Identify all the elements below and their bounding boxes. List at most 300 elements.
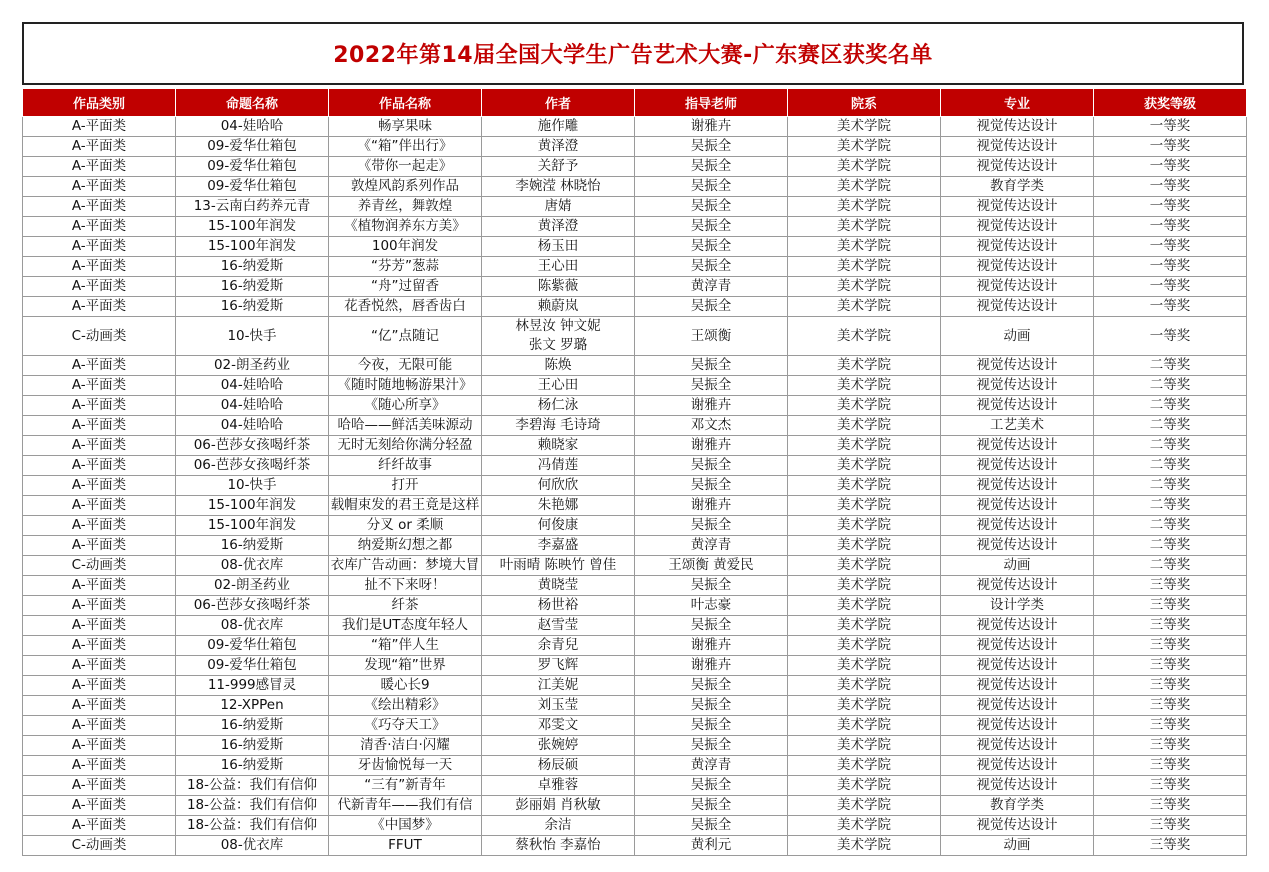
award-level-cell: 三等奖	[1094, 636, 1247, 656]
table-row	[23, 696, 1247, 716]
category-cell: A-平面类	[23, 197, 176, 217]
table-row	[23, 756, 1247, 776]
major-cell: 视觉传达设计	[941, 237, 1094, 257]
advisor-cell: 邓文杰	[635, 416, 788, 436]
work-title-cell: 100年润发	[329, 237, 482, 257]
table-row	[23, 137, 1247, 157]
author-cell: 何欣欣	[482, 476, 635, 496]
advisor-cell: 吴振全	[635, 197, 788, 217]
work-title-cell: 《随心所享》	[329, 396, 482, 416]
topic-cell: 10-快手	[176, 317, 329, 356]
table-row	[23, 596, 1247, 616]
award-level-cell: 二等奖	[1094, 416, 1247, 436]
table-row	[23, 416, 1247, 436]
advisor-cell: 吴振全	[635, 297, 788, 317]
department-cell: 美术学院	[788, 536, 941, 556]
category-cell: A-平面类	[23, 816, 176, 836]
category-cell: A-平面类	[23, 616, 176, 636]
topic-cell: 06-芭莎女孩喝纤茶	[176, 436, 329, 456]
department-cell: 美术学院	[788, 576, 941, 596]
department-cell: 美术学院	[788, 596, 941, 616]
category-cell: A-平面类	[23, 117, 176, 137]
major-cell: 视觉传达设计	[941, 696, 1094, 716]
advisor-cell: 吴振全	[635, 456, 788, 476]
work-title-cell: 无时无刻给你满分轻盈	[329, 436, 482, 456]
advisor-cell: 吴振全	[635, 356, 788, 376]
department-cell: 美术学院	[788, 756, 941, 776]
major-cell: 视觉传达设计	[941, 456, 1094, 476]
author-cell: 李嘉盛	[482, 536, 635, 556]
major-cell: 视觉传达设计	[941, 436, 1094, 456]
topic-cell: 02-朗圣药业	[176, 356, 329, 376]
author-cell: 黄泽澄	[482, 217, 635, 237]
table-row	[23, 237, 1247, 257]
topic-cell: 18-公益：我们有信仰	[176, 776, 329, 796]
topic-cell: 15-100年润发	[176, 217, 329, 237]
category-cell: A-平面类	[23, 776, 176, 796]
topic-cell: 02-朗圣药业	[176, 576, 329, 596]
table-row	[23, 736, 1247, 756]
advisor-cell: 吴振全	[635, 257, 788, 277]
category-cell: A-平面类	[23, 416, 176, 436]
award-level-cell: 三等奖	[1094, 696, 1247, 716]
work-title-cell: 《绘出精彩》	[329, 696, 482, 716]
author-cell: 李婉滢 林晓怡	[482, 177, 635, 197]
major-cell: 动画	[941, 317, 1094, 356]
advisor-cell: 吴振全	[635, 237, 788, 257]
category-cell: A-平面类	[23, 496, 176, 516]
major-cell: 设计学类	[941, 596, 1094, 616]
work-title-cell: 《“箱”伴出行》	[329, 137, 482, 157]
topic-cell: 15-100年润发	[176, 237, 329, 257]
department-cell: 美术学院	[788, 157, 941, 177]
column-header-advisor: 指导老师	[635, 89, 788, 117]
major-cell: 视觉传达设计	[941, 217, 1094, 237]
advisor-cell: 吴振全	[635, 616, 788, 636]
topic-cell: 08-优衣库	[176, 616, 329, 636]
department-cell: 美术学院	[788, 656, 941, 676]
award-level-cell: 一等奖	[1094, 117, 1247, 137]
author-cell: 杨仁泳	[482, 396, 635, 416]
major-cell: 视觉传达设计	[941, 616, 1094, 636]
cell-line: 林昱汝 钟文妮	[515, 318, 601, 334]
topic-cell: 04-娃哈哈	[176, 416, 329, 436]
advisor-cell: 吴振全	[635, 716, 788, 736]
work-title-cell: 打开	[329, 476, 482, 496]
major-cell: 动画	[941, 836, 1094, 856]
advisor-cell: 吴振全	[635, 676, 788, 696]
author-cell: 罗飞辉	[482, 656, 635, 676]
major-cell: 视觉传达设计	[941, 676, 1094, 696]
author-cell: 卓雅蓉	[482, 776, 635, 796]
author-cell: 杨辰硕	[482, 756, 635, 776]
category-cell: A-平面类	[23, 516, 176, 536]
category-cell: A-平面类	[23, 237, 176, 257]
work-title-cell: “芬芳”葱蒜	[329, 257, 482, 277]
award-level-cell: 二等奖	[1094, 476, 1247, 496]
department-cell: 美术学院	[788, 516, 941, 536]
major-cell: 动画	[941, 556, 1094, 576]
topic-cell: 13-云南白药养元青	[176, 197, 329, 217]
department-cell: 美术学院	[788, 416, 941, 436]
author-cell: 彭丽娟 肖秋敏	[482, 796, 635, 816]
category-cell: A-平面类	[23, 217, 176, 237]
table-row	[23, 616, 1247, 636]
department-cell: 美术学院	[788, 696, 941, 716]
work-title-cell: 载帽束发的君王竟是这样	[329, 496, 482, 516]
cell-line: 张文 罗璐	[528, 337, 588, 353]
award-level-cell: 三等奖	[1094, 796, 1247, 816]
topic-cell: 09-爱华仕箱包	[176, 137, 329, 157]
award-level-cell: 二等奖	[1094, 496, 1247, 516]
advisor-cell: 吴振全	[635, 816, 788, 836]
author-cell: 李碧海 毛诗琦	[482, 416, 635, 436]
category-cell: A-平面类	[23, 736, 176, 756]
advisor-cell: 谢雅卉	[635, 656, 788, 676]
department-cell: 美术学院	[788, 277, 941, 297]
author-cell: 何俊康	[482, 516, 635, 536]
department-cell: 美术学院	[788, 177, 941, 197]
category-cell: A-平面类	[23, 636, 176, 656]
major-cell: 视觉传达设计	[941, 197, 1094, 217]
author-cell: 赵雪莹	[482, 616, 635, 636]
department-cell: 美术学院	[788, 297, 941, 317]
category-cell: A-平面类	[23, 476, 176, 496]
work-title-cell: 《植物润养东方美》	[329, 217, 482, 237]
table-body	[23, 117, 1247, 856]
advisor-cell: 吴振全	[635, 476, 788, 496]
table-row	[23, 496, 1247, 516]
table-row	[23, 177, 1247, 197]
table-row	[23, 476, 1247, 496]
topic-cell: 12-XPPen	[176, 696, 329, 716]
major-cell: 视觉传达设计	[941, 816, 1094, 836]
category-cell: A-平面类	[23, 656, 176, 676]
major-cell: 视觉传达设计	[941, 137, 1094, 157]
table-row	[23, 656, 1247, 676]
advisor-cell: 谢雅卉	[635, 496, 788, 516]
category-cell: C-动画类	[23, 836, 176, 856]
award-level-cell: 三等奖	[1094, 816, 1247, 836]
column-header-author: 作者	[482, 89, 635, 117]
department-cell: 美术学院	[788, 616, 941, 636]
table-row	[23, 776, 1247, 796]
author-cell: 杨玉田	[482, 237, 635, 257]
topic-cell: 04-娃哈哈	[176, 376, 329, 396]
topic-cell: 11-999感冒灵	[176, 676, 329, 696]
work-title-cell: 发现“箱”世界	[329, 656, 482, 676]
major-cell: 视觉传达设计	[941, 756, 1094, 776]
advisor-cell: 黄淳青	[635, 756, 788, 776]
major-cell: 视觉传达设计	[941, 297, 1094, 317]
award-level-cell: 二等奖	[1094, 556, 1247, 576]
award-level-cell: 一等奖	[1094, 157, 1247, 177]
award-level-cell: 三等奖	[1094, 716, 1247, 736]
work-title-cell: “亿”点随记	[329, 317, 482, 356]
major-cell: 工艺美术	[941, 416, 1094, 436]
topic-cell: 16-纳爱斯	[176, 277, 329, 297]
table-row	[23, 197, 1247, 217]
advisor-cell: 谢雅卉	[635, 396, 788, 416]
topic-cell: 16-纳爱斯	[176, 536, 329, 556]
category-cell: A-平面类	[23, 137, 176, 157]
topic-cell: 16-纳爱斯	[176, 257, 329, 277]
topic-cell: 16-纳爱斯	[176, 716, 329, 736]
author-cell	[482, 317, 635, 356]
topic-cell: 18-公益：我们有信仰	[176, 796, 329, 816]
award-level-cell: 一等奖	[1094, 317, 1247, 356]
author-cell: 陈焕	[482, 356, 635, 376]
department-cell: 美术学院	[788, 736, 941, 756]
topic-cell: 16-纳爱斯	[176, 756, 329, 776]
award-level-cell: 二等奖	[1094, 516, 1247, 536]
work-title-cell: 代新青年——我们有信	[329, 796, 482, 816]
work-title-cell: 暖心长9	[329, 676, 482, 696]
major-cell: 视觉传达设计	[941, 356, 1094, 376]
advisor-cell: 黄淳青	[635, 536, 788, 556]
major-cell: 视觉传达设计	[941, 257, 1094, 277]
table-row	[23, 796, 1247, 816]
topic-cell: 08-优衣库	[176, 836, 329, 856]
department-cell: 美术学院	[788, 257, 941, 277]
category-cell: A-平面类	[23, 756, 176, 776]
advisor-cell: 黄利元	[635, 836, 788, 856]
table-row	[23, 376, 1247, 396]
table-header	[23, 89, 1247, 117]
work-title-cell: 畅享果味	[329, 117, 482, 137]
table-row	[23, 157, 1247, 177]
topic-cell: 04-娃哈哈	[176, 396, 329, 416]
major-cell: 视觉传达设计	[941, 157, 1094, 177]
work-title-cell: 养青丝，舞敦煌	[329, 197, 482, 217]
advisor-cell: 吴振全	[635, 516, 788, 536]
table-row	[23, 556, 1247, 576]
department-cell: 美术学院	[788, 197, 941, 217]
table-row	[23, 217, 1247, 237]
author-cell: 蔡秋怡 李嘉怡	[482, 836, 635, 856]
category-cell: A-平面类	[23, 796, 176, 816]
table-row	[23, 676, 1247, 696]
advisor-cell: 吴振全	[635, 157, 788, 177]
department-cell: 美术学院	[788, 496, 941, 516]
header-row	[23, 89, 1247, 117]
award-level-cell: 一等奖	[1094, 257, 1247, 277]
department-cell: 美术学院	[788, 376, 941, 396]
award-level-cell: 一等奖	[1094, 297, 1247, 317]
topic-cell: 16-纳爱斯	[176, 297, 329, 317]
author-cell: 张婉婷	[482, 736, 635, 756]
work-title-cell: 花香悦然，唇香齿白	[329, 297, 482, 317]
department-cell: 美术学院	[788, 776, 941, 796]
advisor-cell: 王颂衡	[635, 317, 788, 356]
department-cell: 美术学院	[788, 636, 941, 656]
major-cell: 视觉传达设计	[941, 277, 1094, 297]
major-cell: 视觉传达设计	[941, 476, 1094, 496]
category-cell: A-平面类	[23, 177, 176, 197]
category-cell: A-平面类	[23, 277, 176, 297]
advisor-cell: 吴振全	[635, 217, 788, 237]
award-level-cell: 二等奖	[1094, 456, 1247, 476]
category-cell: A-平面类	[23, 576, 176, 596]
award-level-cell: 一等奖	[1094, 237, 1247, 257]
work-title-cell: 牙齿愉悦每一天	[329, 756, 482, 776]
major-cell: 视觉传达设计	[941, 716, 1094, 736]
advisor-cell: 吴振全	[635, 696, 788, 716]
topic-cell: 09-爱华仕箱包	[176, 656, 329, 676]
work-title-cell: 《带你一起走》	[329, 157, 482, 177]
award-level-cell: 二等奖	[1094, 536, 1247, 556]
column-header-department: 院系	[788, 89, 941, 117]
author-cell: 刘玉莹	[482, 696, 635, 716]
author-cell: 江美妮	[482, 676, 635, 696]
award-level-cell: 三等奖	[1094, 676, 1247, 696]
work-title-cell: 纤茶	[329, 596, 482, 616]
table-row	[23, 536, 1247, 556]
department-cell: 美术学院	[788, 117, 941, 137]
author-cell: 关舒予	[482, 157, 635, 177]
advisor-cell: 叶志豪	[635, 596, 788, 616]
table-row	[23, 356, 1247, 376]
department-cell: 美术学院	[788, 436, 941, 456]
column-header-award-level: 获奖等级	[1094, 89, 1247, 117]
column-header-topic: 命题名称	[176, 89, 329, 117]
author-cell: 杨世裕	[482, 596, 635, 616]
work-title-cell: “舟”过留香	[329, 277, 482, 297]
table-row	[23, 456, 1247, 476]
award-level-cell: 三等奖	[1094, 736, 1247, 756]
author-cell: 余青兒	[482, 636, 635, 656]
department-cell: 美术学院	[788, 716, 941, 736]
advisor-cell: 吴振全	[635, 137, 788, 157]
topic-cell: 18-公益：我们有信仰	[176, 816, 329, 836]
category-cell: C-动画类	[23, 556, 176, 576]
work-title-cell: 扯不下来呀！	[329, 576, 482, 596]
topic-cell: 06-芭莎女孩喝纤茶	[176, 456, 329, 476]
award-level-cell: 二等奖	[1094, 396, 1247, 416]
table-row	[23, 836, 1247, 856]
award-level-cell: 三等奖	[1094, 616, 1247, 636]
work-title-cell: “三有”新青年	[329, 776, 482, 796]
award-level-cell: 三等奖	[1094, 656, 1247, 676]
department-cell: 美术学院	[788, 676, 941, 696]
department-cell: 美术学院	[788, 237, 941, 257]
award-level-cell: 三等奖	[1094, 836, 1247, 856]
table-row	[23, 297, 1247, 317]
work-title-cell: FFUT	[329, 836, 482, 856]
work-title-cell: 纳爱斯幻想之都	[329, 536, 482, 556]
department-cell: 美术学院	[788, 816, 941, 836]
major-cell: 视觉传达设计	[941, 636, 1094, 656]
department-cell: 美术学院	[788, 836, 941, 856]
category-cell: A-平面类	[23, 297, 176, 317]
author-cell: 冯倩莲	[482, 456, 635, 476]
category-cell: A-平面类	[23, 396, 176, 416]
work-title-cell: 分叉 or 柔顺	[329, 516, 482, 536]
award-level-cell: 三等奖	[1094, 756, 1247, 776]
topic-cell: 09-爱华仕箱包	[176, 157, 329, 177]
table-row	[23, 277, 1247, 297]
author-cell: 施作雕	[482, 117, 635, 137]
category-cell: A-平面类	[23, 157, 176, 177]
department-cell: 美术学院	[788, 456, 941, 476]
category-cell: A-平面类	[23, 257, 176, 277]
author-cell: 王心田	[482, 376, 635, 396]
advisor-cell: 吴振全	[635, 796, 788, 816]
column-header-major: 专业	[941, 89, 1094, 117]
work-title-cell: 《中国梦》	[329, 816, 482, 836]
topic-cell: 08-优衣库	[176, 556, 329, 576]
major-cell: 视觉传达设计	[941, 516, 1094, 536]
major-cell: 视觉传达设计	[941, 376, 1094, 396]
column-header-category: 作品类别	[23, 89, 176, 117]
author-cell: 叶雨晴 陈映竹 曾佳	[482, 556, 635, 576]
title-banner	[22, 22, 1244, 85]
work-title-cell: “箱”伴人生	[329, 636, 482, 656]
author-cell: 黄晓莹	[482, 576, 635, 596]
topic-cell: 04-娃哈哈	[176, 117, 329, 137]
work-title-cell: 敦煌风韵系列作品	[329, 177, 482, 197]
award-level-cell: 一等奖	[1094, 177, 1247, 197]
table-row	[23, 117, 1247, 137]
author-cell: 陈紫薇	[482, 277, 635, 297]
major-cell: 教育学类	[941, 177, 1094, 197]
advisor-cell: 黄淳青	[635, 277, 788, 297]
department-cell: 美术学院	[788, 137, 941, 157]
major-cell: 视觉传达设计	[941, 496, 1094, 516]
major-cell: 视觉传达设计	[941, 536, 1094, 556]
table-row	[23, 436, 1247, 456]
category-cell: A-平面类	[23, 456, 176, 476]
category-cell: A-平面类	[23, 356, 176, 376]
topic-cell: 15-100年润发	[176, 516, 329, 536]
work-title-cell: 清香·洁白·闪耀	[329, 736, 482, 756]
major-cell: 视觉传达设计	[941, 776, 1094, 796]
work-title-cell: 纤纤故事	[329, 456, 482, 476]
table-row	[23, 636, 1247, 656]
table-row	[23, 716, 1247, 736]
department-cell: 美术学院	[788, 356, 941, 376]
department-cell: 美术学院	[788, 796, 941, 816]
award-level-cell: 三等奖	[1094, 776, 1247, 796]
table-row	[23, 816, 1247, 836]
major-cell: 视觉传达设计	[941, 117, 1094, 137]
work-title-cell: 今夜，无限可能	[329, 356, 482, 376]
department-cell: 美术学院	[788, 317, 941, 356]
table-row	[23, 317, 1247, 356]
column-header-work-title: 作品名称	[329, 89, 482, 117]
major-cell: 视觉传达设计	[941, 736, 1094, 756]
category-cell: C-动画类	[23, 317, 176, 356]
advisor-cell: 吴振全	[635, 376, 788, 396]
advisor-cell: 谢雅卉	[635, 436, 788, 456]
topic-cell: 10-快手	[176, 476, 329, 496]
award-level-cell: 二等奖	[1094, 356, 1247, 376]
advisor-cell: 吴振全	[635, 177, 788, 197]
table-row	[23, 396, 1247, 416]
award-level-cell: 一等奖	[1094, 217, 1247, 237]
category-cell: A-平面类	[23, 676, 176, 696]
work-title-cell: 《随时随地畅游果汁》	[329, 376, 482, 396]
author-cell: 赖蔚岚	[482, 297, 635, 317]
major-cell: 教育学类	[941, 796, 1094, 816]
award-level-cell: 二等奖	[1094, 436, 1247, 456]
work-title-cell: 《巧夺天工》	[329, 716, 482, 736]
topic-cell: 06-芭莎女孩喝纤茶	[176, 596, 329, 616]
advisor-cell: 谢雅卉	[635, 636, 788, 656]
author-cell: 朱艳娜	[482, 496, 635, 516]
topic-cell: 15-100年润发	[176, 496, 329, 516]
advisor-cell: 吴振全	[635, 776, 788, 796]
